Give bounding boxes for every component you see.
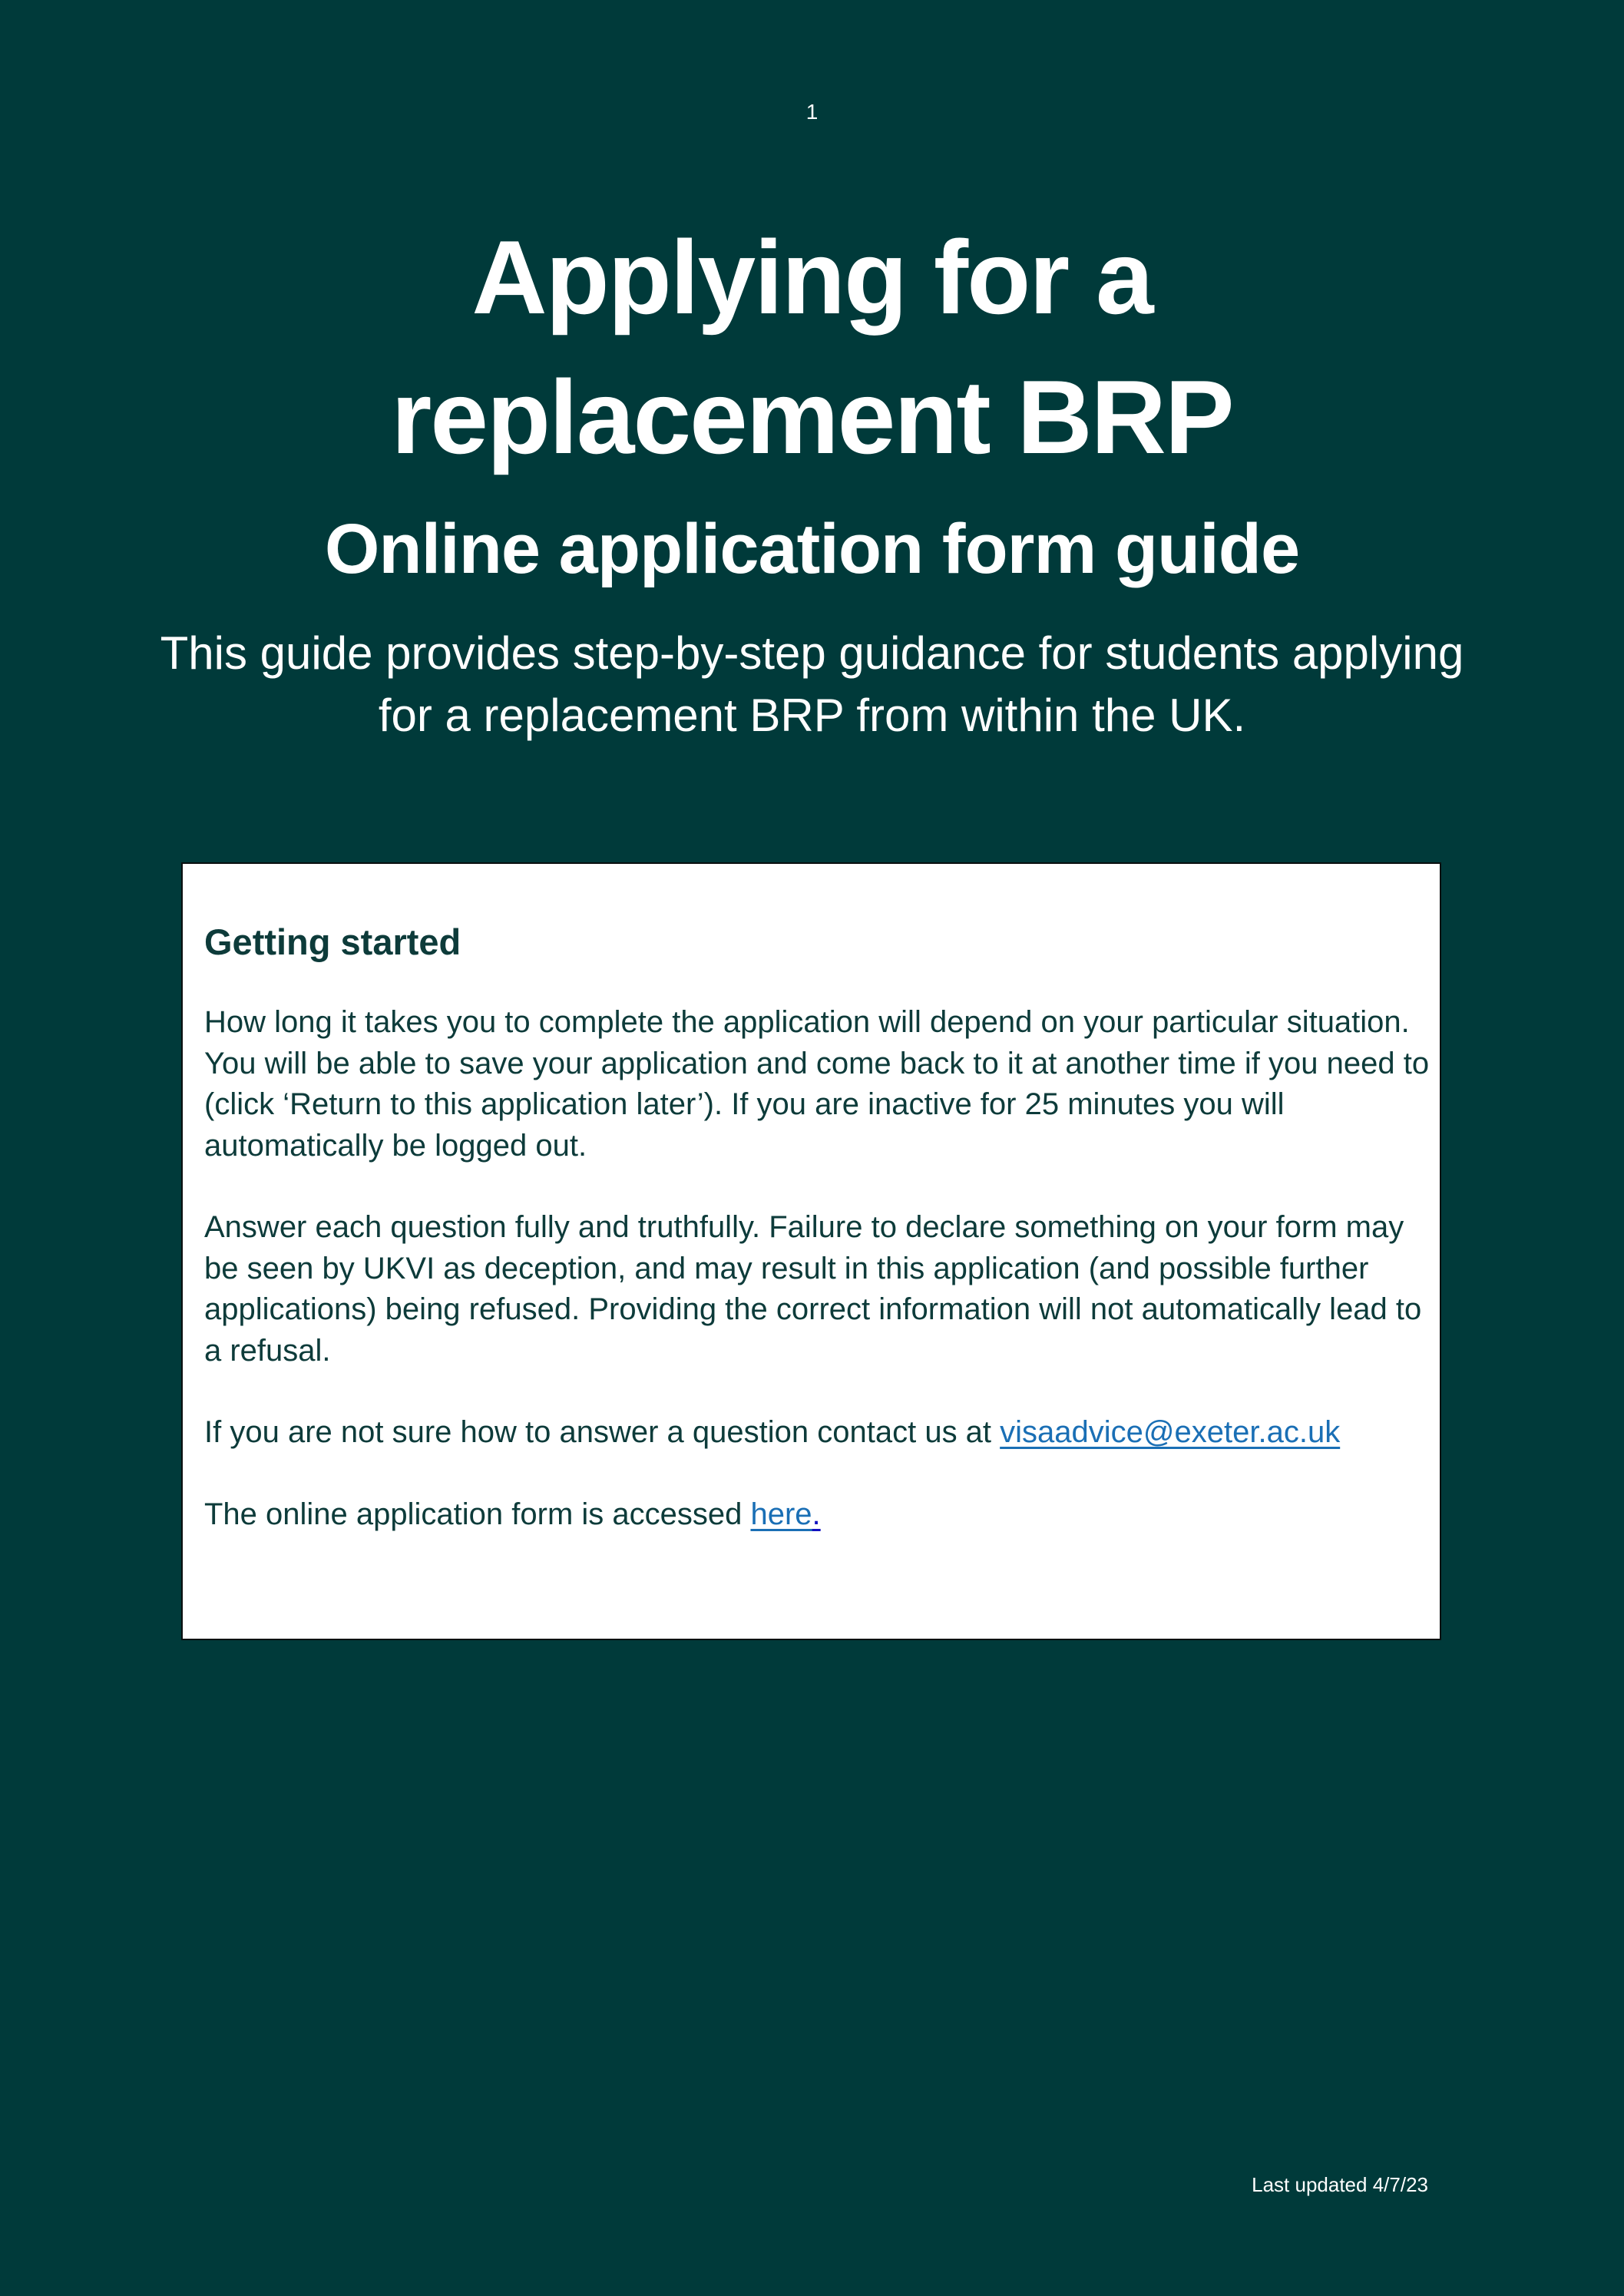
application-form-link-period[interactable]: . — [812, 1497, 821, 1531]
document-subtitle: Online application form guide — [324, 510, 1300, 588]
title-line-2: replacement BRP — [391, 359, 1233, 475]
application-form-link[interactable]: here — [750, 1497, 812, 1531]
email-link[interactable]: visaadvice@exeter.ac.uk — [1000, 1415, 1341, 1449]
page-number: 1 — [805, 100, 819, 124]
paragraph-form-access — [204, 1494, 1433, 1536]
paragraph-timing: How long it takes you to complete the application will depend on your particular situation. You will be able to save your application and come back to it at another time if you need to (click ‘Return to this application later’). If you are inactive for 25 minutes you will automatically be logged out. — [204, 1005, 1430, 1163]
paragraph-truthful: Answer each question fully and truthfully. Failure to declare something on your form may be seen by UKVI as deception, and may result in this application (and possible further applications) being refused. Providing the correct information will not automatically lead to a refusal. — [204, 1210, 1422, 1368]
intro-text: This guide provides step-by-step guidance for students applying for a replacement BRP from within the UK. — [160, 627, 1464, 741]
contact-text: If you are not sure how to answer a question contact us at — [204, 1415, 1001, 1449]
getting-started-content — [204, 919, 1433, 1535]
document-title — [0, 207, 1624, 487]
last-updated: Last updated 4/7/23 — [1252, 2173, 1428, 2196]
form-access-text: The online application form is accessed — [204, 1497, 751, 1531]
title-line-1: Applying for a — [471, 219, 1153, 336]
getting-started-box — [181, 862, 1441, 1640]
section-heading: Getting started — [204, 921, 461, 962]
paragraph-contact — [204, 1412, 1433, 1454]
